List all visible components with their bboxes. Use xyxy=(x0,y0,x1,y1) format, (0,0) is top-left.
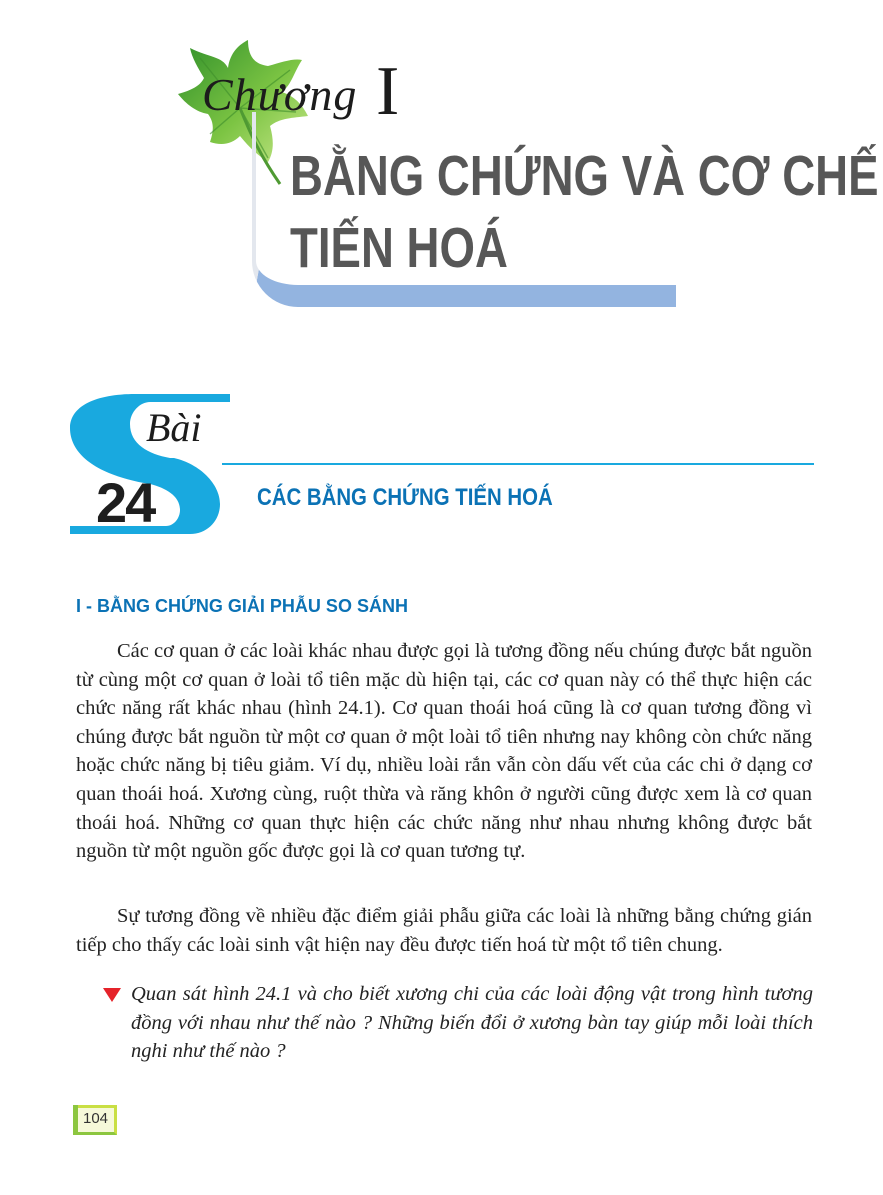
chapter-word: Chương xyxy=(202,69,358,120)
body-paragraph-1: Các cơ quan ở các loài khác nhau được gọi là tương đồng nếu chúng được bắt nguồn từ cùng một cơ quan ở loài tổ tiên mặc dù hiện tại, các cơ quan này có thể thực hiện các chức năng rất khác nhau (hình 24.1). Cơ quan thoái hoá cũng là cơ quan tương đồng vì chúng được bắt nguồn từ một cơ quan ở một loài tổ tiên nhưng nay không còn chức năng hoặc chức năng bị tiêu giảm. Ví dụ, nhiều loài rắn vẫn còn dấu vết của các chi ở dạng cơ quan thoái hoá. Xương cùng, ruột thừa và răng khôn ở người cũng được xem là cơ quan thoái hoá. Những cơ quan thực hiện các chức năng như nhau nhưng không được bắt nguồn từ một nguồn gốc được gọi là cơ quan tương tự. xyxy=(76,640,812,863)
page-number: 104 xyxy=(83,1110,109,1127)
section-heading: I - BẰNG CHỨNG GIẢI PHẪU SO SÁNH xyxy=(76,596,408,616)
chapter-title-line-2: TIẾN HOÁ xyxy=(290,216,508,280)
triangle-marker-icon xyxy=(103,988,121,1002)
chapter-title xyxy=(290,140,879,284)
page-number-accent xyxy=(73,1105,78,1135)
chapter-title-line-1: BẰNG CHỨNG VÀ CƠ CHẾ xyxy=(290,144,879,208)
chapter-number: I xyxy=(376,53,400,130)
lesson-number: 24 xyxy=(96,471,155,534)
lesson-divider xyxy=(222,463,814,465)
question-text: Quan sát hình 24.1 và cho biết xương chi của các loài động vật trong hình tương đồng với nhau như thế nào ? Những biến đổi ở xương bàn tay giúp mỗi loài thích nghi như thế nào ? xyxy=(131,983,813,1063)
lesson-word: Bài xyxy=(146,405,202,450)
lesson-title: CÁC BẰNG CHỨNG TIẾN HOÁ xyxy=(257,484,553,511)
body-paragraph-2: Sự tương đồng về nhiều đặc điểm giải phẫu giữa các loài là những bằng chứng gián tiếp cho thấy các loài sinh vật hiện nay đều được tiến hoá từ một tổ tiên chung. xyxy=(76,905,812,956)
